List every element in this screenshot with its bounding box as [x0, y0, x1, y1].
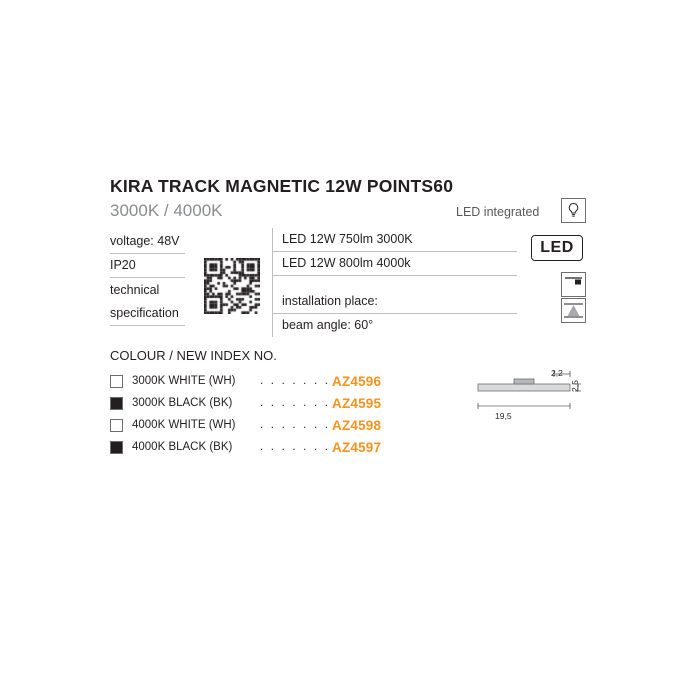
list-item[interactable] — [110, 414, 410, 436]
dimension-depth-label: 2,2 — [551, 368, 563, 378]
spec-spacer — [273, 276, 517, 290]
spec-led-4000k: LED 12W 800lm 4000k — [273, 252, 517, 276]
colour-list — [110, 370, 410, 458]
spec-ip: IP20 — [110, 254, 185, 278]
spec-installation-place: installation place: — [273, 290, 517, 314]
product-code: AZ4598 — [332, 417, 382, 433]
product-code: AZ4596 — [332, 373, 382, 389]
dimension-drawing — [470, 362, 610, 442]
page-title: KIRA TRACK MAGNETIC 12W POINTS60 — [110, 176, 454, 196]
colour-swatch — [110, 441, 123, 454]
list-item[interactable] — [110, 370, 410, 392]
list-item[interactable] — [110, 436, 410, 458]
qr-code — [204, 258, 260, 314]
page-subtitle: 3000K / 4000K — [110, 201, 223, 220]
dimension-width-label: 19,5 — [495, 411, 512, 421]
colour-name: 3000K WHITE (WH) — [132, 375, 236, 387]
ceiling-mount-icon — [561, 272, 586, 297]
spec-led-3000k: LED 12W 750lm 3000K — [273, 228, 517, 252]
product-code: AZ4597 — [332, 439, 382, 455]
spec-technical: technical — [110, 283, 160, 297]
product-code: AZ4595 — [332, 395, 382, 411]
dimension-height-label: 2,5 — [570, 380, 580, 392]
beam-angle-icon — [561, 298, 586, 323]
dot-leader: . . . . . . . — [260, 419, 331, 431]
dot-leader: . . . . . . . — [260, 397, 331, 409]
spec-voltage: voltage: 48V — [110, 230, 185, 254]
spec-specification: specification — [110, 302, 185, 326]
bulb-icon — [561, 198, 586, 223]
dot-leader: . . . . . . . — [260, 441, 331, 453]
colour-section-heading: COLOUR / NEW INDEX NO. — [110, 348, 277, 363]
led-badge: LED — [531, 235, 583, 261]
spec-beam-angle: beam angle: 60° — [282, 318, 374, 332]
list-item[interactable] — [110, 392, 410, 414]
mid-spec-column — [272, 228, 517, 337]
colour-swatch — [110, 419, 123, 432]
colour-swatch — [110, 375, 123, 388]
colour-name: 3000K BLACK (BK) — [132, 397, 233, 409]
left-spec-column — [110, 230, 185, 326]
dot-leader: . . . . . . . — [260, 375, 331, 387]
colour-name: 4000K WHITE (WH) — [132, 419, 236, 431]
colour-swatch — [110, 397, 123, 410]
colour-name: 4000K BLACK (BK) — [132, 441, 233, 453]
led-integrated-label: LED integrated — [456, 205, 540, 219]
